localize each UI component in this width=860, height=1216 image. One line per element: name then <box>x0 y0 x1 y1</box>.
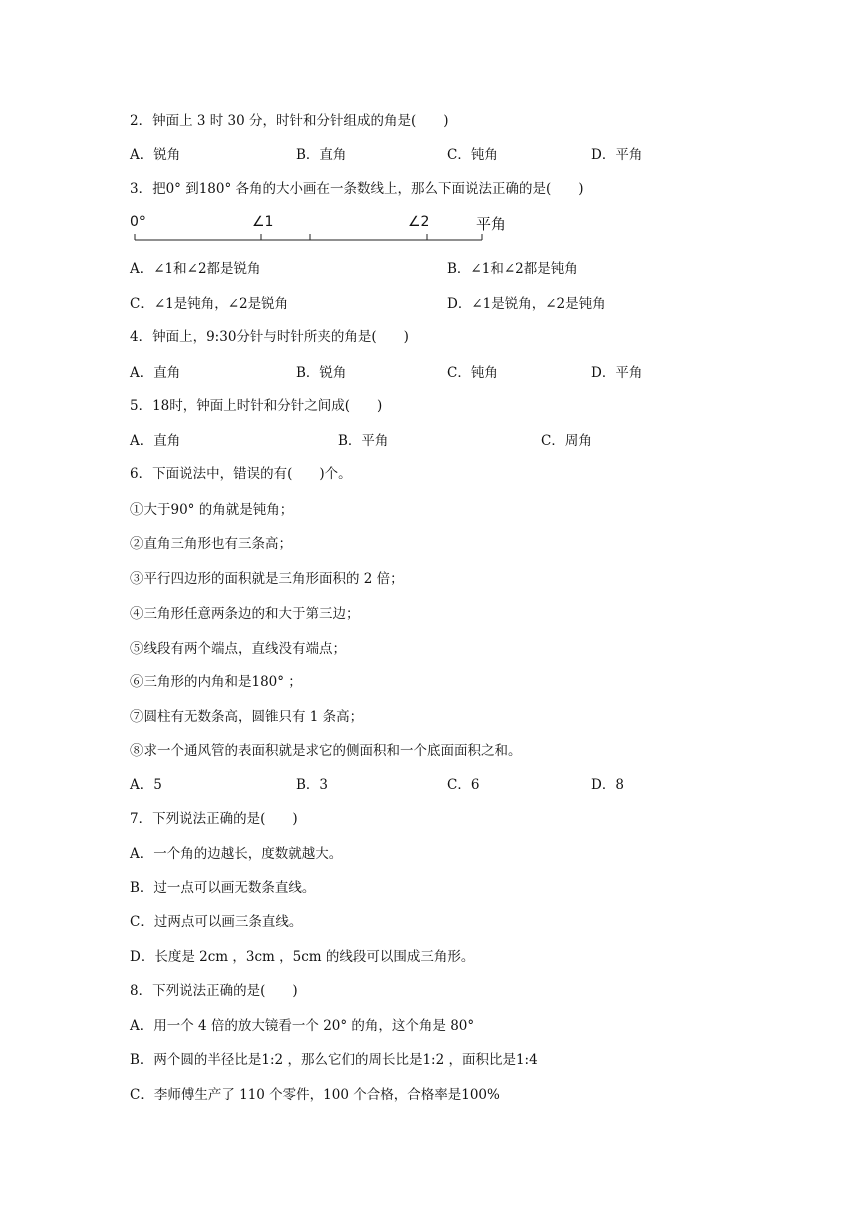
q4-option-c: C．钝角 <box>447 365 498 381</box>
angle-number-line <box>130 208 520 248</box>
q6-statement-7: ⑦圆柱有无数条高，圆锥只有 1 条高； <box>130 709 364 725</box>
q3-option-d: D．∠1是锐角，∠2是钝角 <box>447 296 606 312</box>
q7-option-c: C．过两点可以画三条直线。 <box>130 914 303 930</box>
question-8-stem: 8．下列说法正确的是( ) <box>130 983 298 999</box>
q8-option-c: C．李师傅生产了 110 个零件，100 个合格，合格率是100% <box>130 1087 500 1103</box>
q6-statement-2: ②直角三角形也有三条高； <box>130 536 292 552</box>
q3-option-c: C．∠1是钝角，∠2是锐角 <box>130 296 289 312</box>
q6-statement-3: ③平行四边形的面积就是三角形面积的 2 倍； <box>130 571 404 587</box>
q2-option-b: B．直角 <box>296 147 347 163</box>
q6-statement-8: ⑧求一个通风管的表面积就是求它的侧面积和一个底面面积之和。 <box>130 743 522 759</box>
q2-option-d: D．平角 <box>591 147 643 163</box>
q6-statement-4: ④三角形任意两条边的和大于第三边； <box>130 606 360 622</box>
q6-statement-1: ①大于90° 的角就是钝角； <box>130 502 294 518</box>
q6-statement-5: ⑤线段有两个端点，直线没有端点； <box>130 641 346 657</box>
q4-option-b: B．锐角 <box>296 365 347 381</box>
q6-option-d: D．8 <box>591 777 624 793</box>
q7-option-a: A．一个角的边越长，度数就越大。 <box>130 846 343 862</box>
q6-option-b: B．3 <box>296 777 329 793</box>
question-2-stem: 2．钟面上 3 时 30 分，时针和分针组成的角是( ) <box>130 113 449 129</box>
number-line-angle2-label: ∠2 <box>408 214 430 230</box>
number-line-axis <box>130 208 520 248</box>
question-5-stem: 5．18时，钟面上时针和分针之间成( ) <box>130 398 383 414</box>
q4-option-a: A．直角 <box>130 365 181 381</box>
question-7-stem: 7．下列说法正确的是( ) <box>130 811 298 827</box>
q6-statement-6: ⑥三角形的内角和是180° ； <box>130 674 302 690</box>
number-line-end-label: 平角 <box>476 215 507 233</box>
number-line-angle1-label: ∠1 <box>252 214 274 230</box>
q8-option-a: A．用一个 4 倍的放大镜看一个 20° 的角，这个角是 80° <box>130 1018 475 1034</box>
question-4-stem: 4．钟面上，9:30分针与时针所夹的角是( ) <box>130 329 409 345</box>
q3-option-a: A．∠1和∠2都是锐角 <box>130 261 261 277</box>
q2-option-c: C．钝角 <box>447 147 498 163</box>
q7-option-b: B．过一点可以画无数条直线。 <box>130 880 316 896</box>
q5-option-b: B．平角 <box>338 433 389 449</box>
q7-option-d: D．长度是 2cm ，3cm ，5cm 的线段可以围成三角形。 <box>130 949 475 965</box>
q5-option-a: A．直角 <box>130 433 181 449</box>
q6-option-c: C．6 <box>447 777 480 793</box>
q4-option-d: D．平角 <box>591 365 643 381</box>
q8-option-b: B．两个圆的半径比是1:2 ，那么它们的周长比是1:2 ，面积比是1:4 <box>130 1052 538 1068</box>
q6-option-a: A．5 <box>130 777 162 793</box>
question-6-stem: 6．下面说法中，错误的有( )个。 <box>130 466 352 482</box>
q2-option-a: A．锐角 <box>130 147 181 163</box>
q3-option-b: B．∠1和∠2都是钝角 <box>447 261 578 277</box>
q5-option-c: C．周角 <box>541 433 592 449</box>
question-3-stem: 3．把0° 到180° 各角的大小画在一条数线上，那么下面说法正确的是( ) <box>130 181 584 197</box>
number-line-start-label: 0° <box>130 214 146 230</box>
